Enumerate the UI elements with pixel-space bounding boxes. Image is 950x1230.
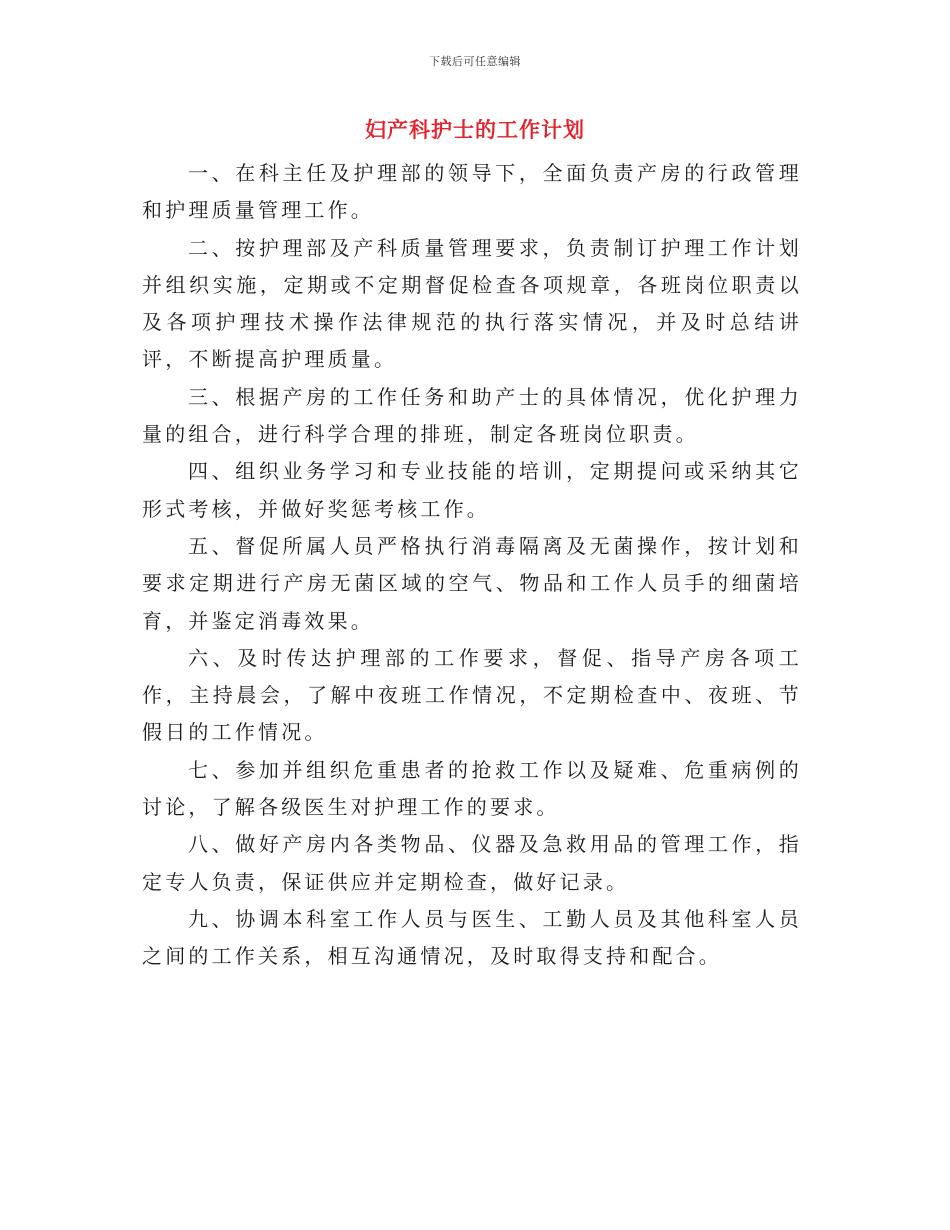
header-note: 下载后可任意编辑 [429,55,521,68]
paragraph-4: 四、组织业务学习和专业技能的培训，定期提问或采纳其它形式考核，并做好奖惩考核工作。 [142,459,802,521]
document-body [142,155,802,976]
paragraph-2: 二、按护理部及产科质量管理要求，负责制订护理工作计划并组织实施，定期或不定期督促检查各项规章，各班岗位职责以及各项护理技术操作法律规范的执行落实情况，并及时总结讲评，不断提高护理质量。 [142,235,802,372]
paragraph-7: 七、参加并组织危重患者的抢救工作以及疑难、危重病例的讨论，了解各级医生对护理工作的要求。 [142,757,802,820]
paragraph-3: 三、根据产房的工作任务和助产士的具体情况，优化护理力量的组合，进行科学合理的排班，制定各班岗位职责。 [142,384,802,447]
paragraph-8: 八、做好产房内各类物品、仪器及急救用品的管理工作，指定专人负责，保证供应并定期检查，做好记录。 [142,832,802,894]
paragraph-1: 一、在科主任及护理部的领导下，全面负责产房的行政管理和护理质量管理工作。 [142,161,802,223]
paragraph-5: 五、督促所属人员严格执行消毒隔离及无菌操作，按计划和要求定期进行产房无菌区域的空气、物品和工作人员手的细菌培育，并鉴定消毒效果。 [142,533,802,633]
document-title: 妇产科护士的工作计划 [365,117,585,142]
paragraph-9: 九、协调本科室工作人员与医生、工勤人员及其他科室人员之间的工作关系，相互沟通情况，及时取得支持和配合。 [142,906,802,969]
paragraph-6: 六、及时传达护理部的工作要求，督促、指导产房各项工作，主持晨会，了解中夜班工作情况，不定期检查中、夜班、节假日的工作情况。 [142,645,802,745]
